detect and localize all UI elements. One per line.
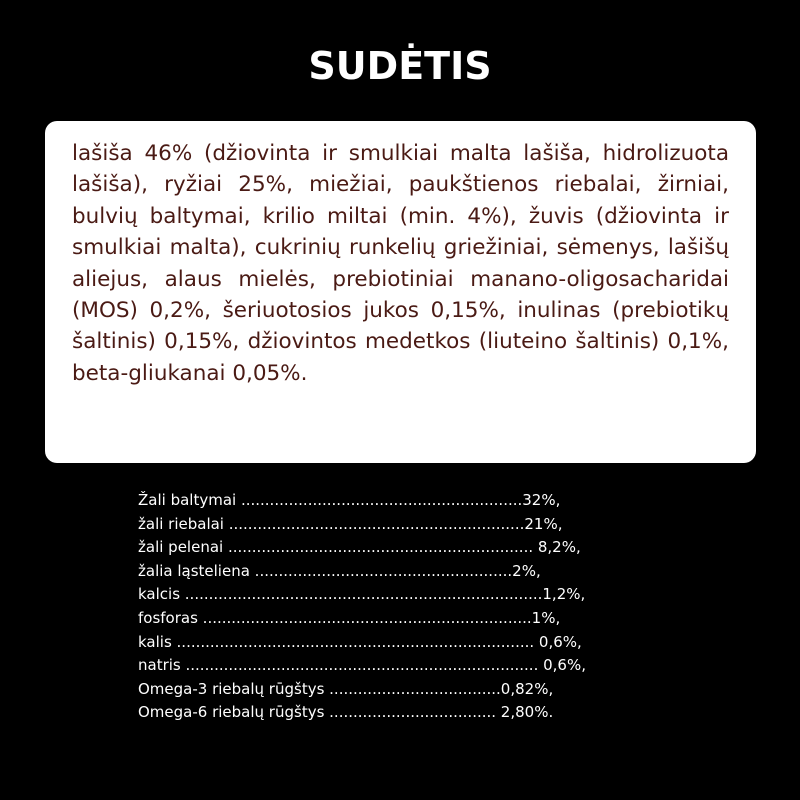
analysis-row-omega3: Omega-3 riebalų rūgštys ....................................0,82%, (138, 679, 554, 698)
page-title: SUDĖTIS (308, 44, 492, 88)
analysis-row-potassium: kalis ........................................................................... 0,6%, (138, 632, 582, 651)
analysis-list (138, 489, 638, 725)
analysis-row-phosphorus: fosforas .....................................................................1%, (138, 608, 561, 627)
analysis-row-protein: Žali baltymai ...........................................................32%, (138, 491, 561, 509)
analysis-row-sodium: natris .......................................................................... 0,6%, (138, 656, 586, 675)
ingredients-card (45, 121, 756, 463)
analysis-row-fiber: žalia ląsteliena ......................................................2%, (138, 561, 541, 580)
analysis-row-calcium: kalcis ...........................................................................1,2%, (138, 585, 586, 604)
analysis-row-fat: žali riebalai ..............................................................21%, (138, 514, 563, 533)
analysis-row-omega6: Omega-6 riebalų rūgštys ................................... 2,80%. (138, 703, 554, 722)
ingredients-text: lašiša 46% (džiovinta ir smulkiai malta lašiša, hidrolizuota lašiša), ryžiai 25%, miežiai, paukštienos riebalai, žirniai, bulvių baltymai, krilio miltai (min. 4%), žuvis (džiovinta ir smulkiai malta), cukrinių runkelių griežiniai, sėmenys, lašišų aliejus, alaus mielės, prebiotiniai manano-oligosacharidai (MOS) 0,2%, šeriuotosios jukos 0,15%, inulinas (prebiotikų šaltinis) 0,15%, džiovintos medetkos (liuteino šaltinis) 0,1%, beta-gliukanai 0,05%. (72, 141, 729, 386)
analysis-row-ash: žali pelenai ................................................................ 8,2%, (138, 538, 581, 557)
